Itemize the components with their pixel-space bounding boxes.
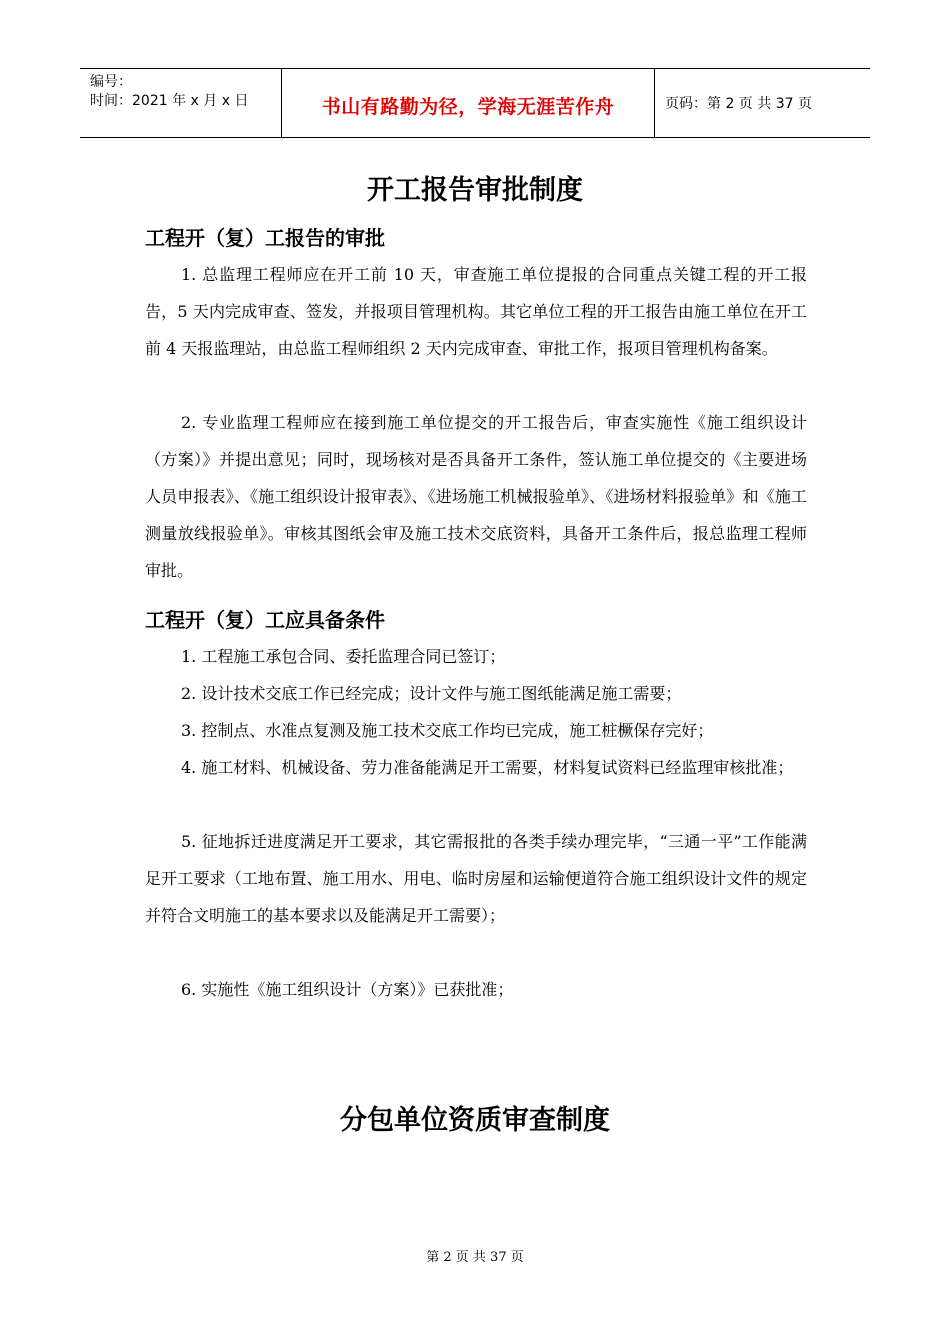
page-footer: 第 2 页 共 37 页 xyxy=(426,1250,524,1265)
header-motto: 书山有路勤为径，学海无涯苦作舟 xyxy=(282,69,655,137)
main-title: 开工报告审批制度 xyxy=(367,175,583,206)
paragraph: 1. 总监理工程师应在开工前 10 天，审查施工单位提报的合同重点关键工程的开工报告，5 天内完成审查、签发，并报项目管理机构。其它单位工程的开工报告由施工单位在开工前 4 天报监理站，由总监工程师组织 2 天内完成审查、审批工作，报项目管理机构备案。 xyxy=(145,265,807,358)
document-number-label: 编号： xyxy=(90,74,132,90)
document-date: 时间：2021 年 x 月 x 日 xyxy=(90,93,249,109)
list-item: 3. 控制点、水准点复测及施工技术交底工作均已完成，施工桩橛保存完好； xyxy=(181,721,714,740)
list-item: 1. 工程施工承包合同、委托监理合同已签订； xyxy=(181,647,506,666)
header-page-info: 页码：第 2 页 共 37 页 xyxy=(665,96,812,112)
paragraph: 2. 专业监理工程师应在接到施工单位提交的开工报告后，审查实施性《施工组织设计（方案）》并提出意见；同时，现场核对是否具备开工条件，签认施工单位提交的《主要进场人员申报表》、《施工组织设计报审表》、《进场施工机械报验单》、《进场材料报验单》和《施工测量放线报验单》。审核其图纸会审及施工技术交底资料，具备开工条件后，报总监理工程师审批。 xyxy=(145,413,807,580)
page-header xyxy=(80,68,870,138)
list-item: 6. 实施性《施工组织设计（方案）》已获批准； xyxy=(181,980,514,999)
section-heading-approval: 工程开（复）工报告的审批 xyxy=(145,226,385,250)
list-item: 2. 设计技术交底工作已经完成；设计文件与施工图纸能满足施工需要； xyxy=(181,684,682,703)
second-title: 分包单位资质审查制度 xyxy=(340,1105,610,1136)
section-heading-conditions: 工程开（复）工应具备条件 xyxy=(145,608,385,632)
list-item: 4. 施工材料、机械设备、劳力准备能满足开工需要，材料复试资料已经监理审核批准； xyxy=(181,758,794,777)
header-left-cell xyxy=(80,69,282,137)
list-item: 5. 征地拆迁进度满足开工要求，其它需报批的各类手续办理完毕，“三通一平”工作能满足开工要求（工地布置、施工用水、用电、临时房屋和运输便道符合施工组织设计文件的规定并符合文明施工的基本要求以及能满足开工需要）； xyxy=(145,832,807,925)
